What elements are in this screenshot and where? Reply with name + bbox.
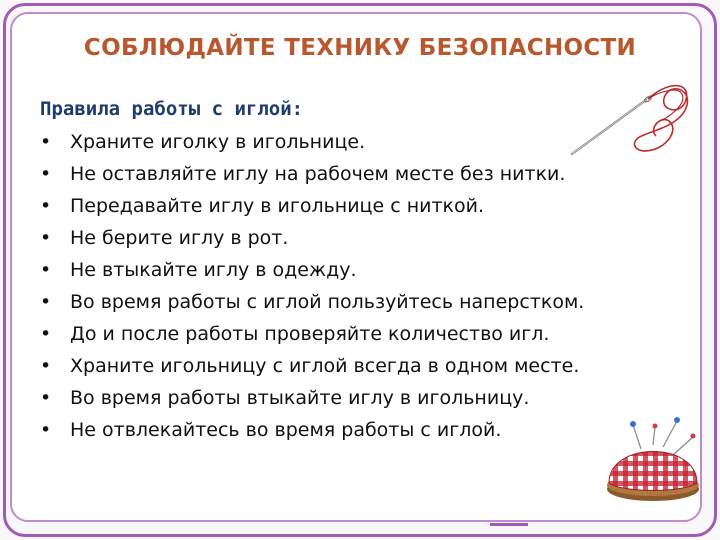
rule-text: Не оставляйте иглу на рабочем месте без нитки.: [70, 163, 566, 185]
bullet-icon: •: [40, 355, 52, 377]
rule-item: [40, 324, 690, 345]
rule-item: [40, 132, 690, 153]
bullet-icon: •: [40, 323, 52, 345]
rule-item: [40, 260, 690, 281]
bullet-icon: •: [40, 291, 52, 313]
rule-item: [40, 228, 690, 249]
bullet-icon: •: [40, 227, 52, 249]
rule-text: Во время работы с иглой пользуйтесь наперстком.: [70, 291, 585, 313]
rule-text: Передавайте иглу в игольнице с ниткой.: [70, 195, 485, 217]
rule-text: До и после работы проверяйте количество игл.: [70, 323, 550, 345]
rule-text: Не отвлекайтесь во время работы с иглой.: [70, 419, 502, 441]
bottom-accent: [490, 523, 528, 526]
rule-item: [40, 164, 610, 185]
rule-item: [40, 292, 590, 313]
rule-text: Не втыкайте иглу в одежду.: [70, 259, 357, 281]
rule-item: [40, 420, 690, 441]
rules-list: [40, 132, 690, 452]
bullet-icon: •: [40, 387, 52, 409]
rule-item: [40, 356, 670, 377]
rule-text: Храните иголку в игольнице.: [70, 131, 366, 153]
pincushion-icon: [603, 411, 703, 506]
section-heading: Правила работы с иглой:: [40, 98, 304, 120]
rule-text: Не берите иглу в рот.: [70, 227, 289, 249]
bullet-icon: •: [40, 195, 52, 217]
rule-text: Храните игольницу с иглой всегда в одном месте.: [70, 355, 580, 377]
rule-item: [40, 388, 690, 409]
bullet-icon: •: [40, 131, 52, 153]
rule-item: [40, 196, 690, 217]
bullet-icon: •: [40, 419, 52, 441]
bullet-icon: •: [40, 163, 52, 185]
bullet-icon: •: [40, 259, 52, 281]
slide-title: СОБЛЮДАЙТЕ ТЕХНИКУ БЕЗОПАСНОСТИ: [83, 35, 637, 61]
rule-text: Во время работы втыкайте иглу в игольницу.: [70, 387, 530, 409]
